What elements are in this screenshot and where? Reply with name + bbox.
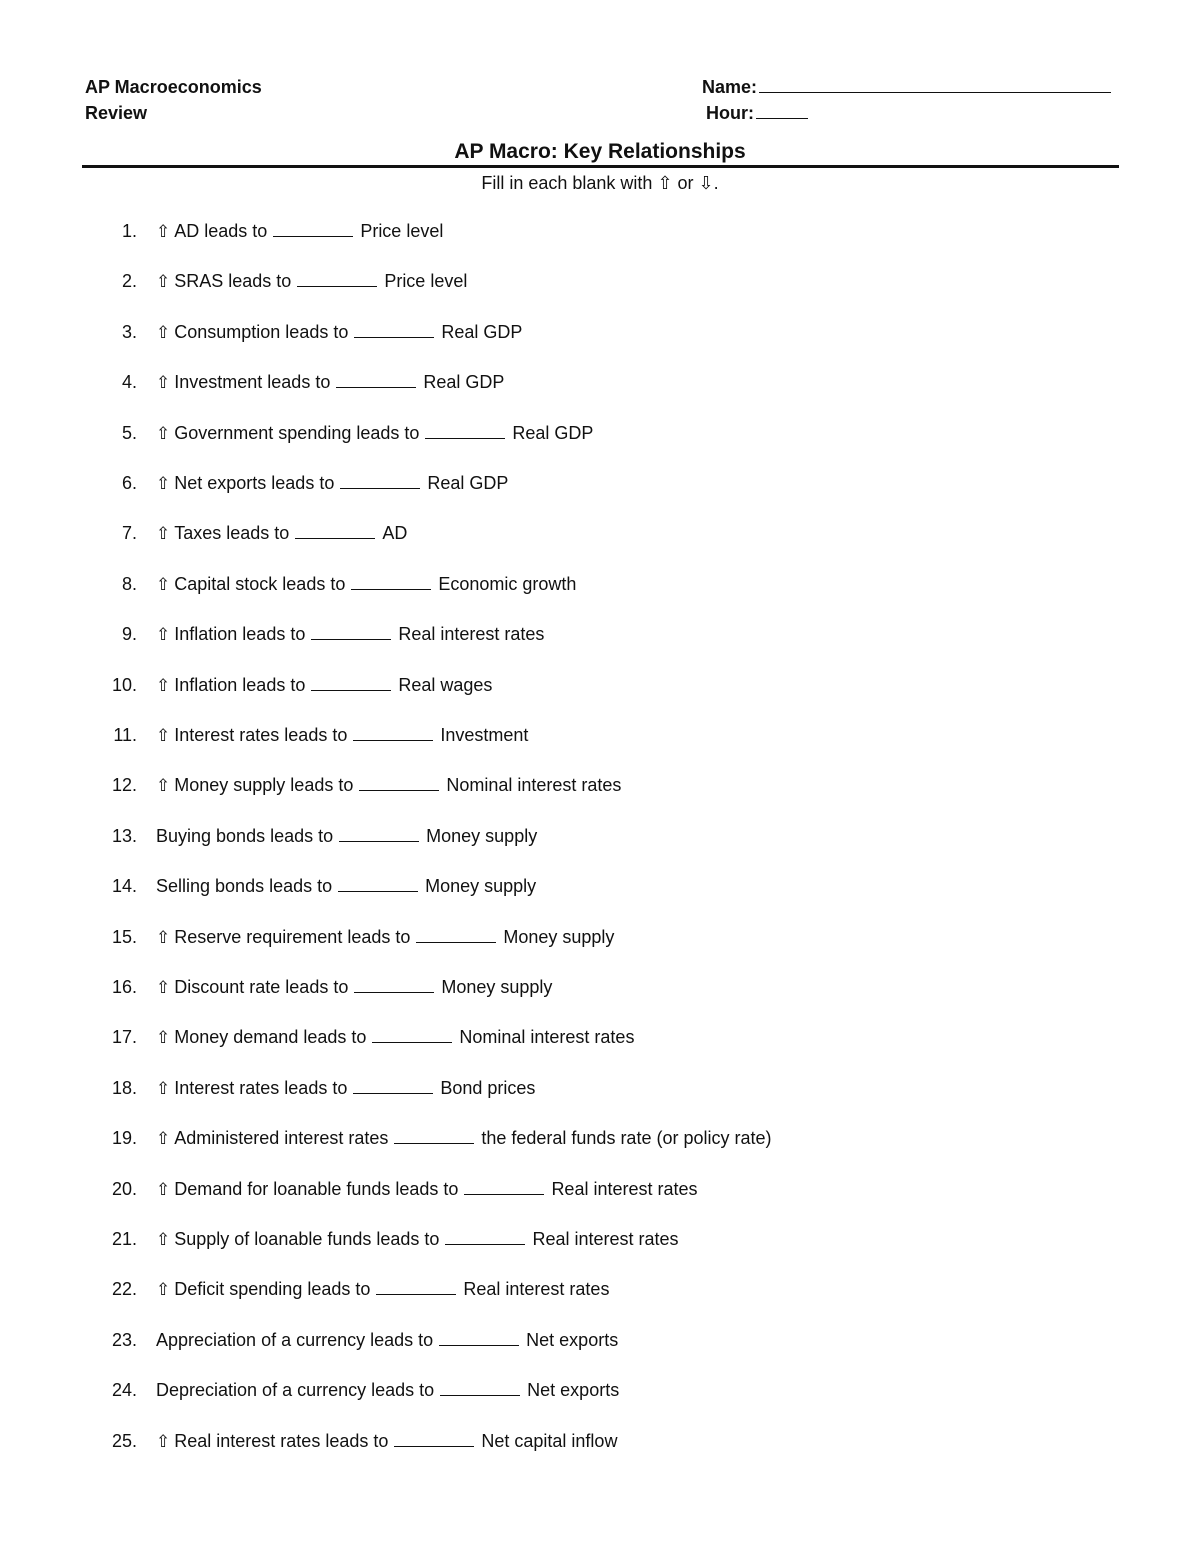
question-prompt: Inflation leads to [174,674,306,695]
question-text [156,1226,679,1253]
question-target: Investment [440,725,529,745]
question-number: 3. [121,321,137,342]
question-number: 4. [121,372,137,393]
question-target: Bond prices [440,1077,536,1098]
answer-blank[interactable] [311,672,391,691]
question-target: Real GDP [427,473,509,493]
unit-label: Review [85,103,148,123]
question-text [156,1377,619,1403]
answer-blank[interactable] [273,218,353,237]
question-target: Real interest rates [532,1229,679,1249]
up-arrow-icon: ⇧ [156,1078,171,1099]
question-text [156,1125,772,1152]
answer-blank[interactable] [440,1377,520,1396]
answer-blank[interactable] [464,1176,544,1195]
question-number: 6. [121,473,137,493]
question-prompt: Government spending leads to [174,422,420,443]
question-target: the federal funds rate (or policy rate) [481,1128,772,1149]
question-target: Real interest rates [463,1279,610,1300]
question-text [156,520,407,547]
hour-label: Hour: [706,103,754,123]
question-target: Economic growth [438,573,577,594]
question-prompt: Capital stock leads to [174,573,346,594]
answer-blank[interactable] [354,974,434,993]
question-number: 15. [111,926,137,947]
up-arrow-icon: ⇧ [156,978,171,998]
question-target: Nominal interest rates [446,775,622,796]
question-number: 2. [121,271,137,292]
header-left [85,74,262,126]
answer-blank[interactable] [376,1276,456,1295]
up-arrow-icon: ⇧ [156,322,171,343]
up-arrow-icon: ⇧ [156,423,171,444]
name-row [702,74,1111,100]
up-arrow-icon: ⇧ [156,524,171,545]
question-prompt: Consumption leads to [174,321,349,342]
question-target: Nominal interest rates [459,1027,635,1048]
up-arrow-icon: ⇧ [156,1431,171,1452]
question-target: Price level [360,221,444,241]
question-prompt: AD leads to [174,221,268,241]
question-prompt: Real interest rates leads to [174,1430,389,1451]
question-target: Money supply [503,926,615,947]
up-arrow-icon: ⇧ [156,726,171,746]
answer-blank[interactable] [425,420,505,439]
question-number: 18. [111,1077,137,1098]
up-arrow-icon: ⇧ [156,1028,171,1049]
question-text [156,722,528,749]
question-target: Real GDP [512,422,594,443]
question-text [156,1024,634,1051]
question-number: 14. [111,876,137,897]
question-prompt: Inflation leads to [174,624,306,645]
question-text [156,268,467,295]
question-target: Real GDP [423,372,505,393]
up-arrow-icon: ⇧ [156,1280,171,1301]
answer-blank[interactable] [439,1327,519,1346]
question-number: 16. [111,977,137,997]
question-target: Real interest rates [398,624,545,645]
question-target: Real GDP [441,321,523,342]
question-prompt: Money supply leads to [174,775,354,796]
question-number: 23. [111,1329,137,1350]
up-arrow-icon: ⇧ [156,625,171,646]
up-arrow-icon: ⇧ [156,1179,171,1200]
answer-blank[interactable] [394,1428,474,1447]
question-target: Real interest rates [551,1178,698,1199]
up-arrow-icon: ⇧ [156,1129,171,1150]
question-number: 8. [121,573,137,594]
question-prompt: Interest rates leads to [174,725,348,745]
question-target: Net exports [526,1329,619,1350]
question-number: 19. [111,1128,137,1149]
question-text [156,672,492,699]
up-arrow-icon: ⇧ [156,1230,171,1250]
question-text [156,823,537,849]
page-title: AP Macro: Key Relationships [454,140,746,163]
up-arrow-icon: ⇧ [156,373,171,394]
answer-blank[interactable] [353,1075,433,1094]
hour-field[interactable] [756,101,808,119]
up-arrow-icon: ⇧ [156,927,171,948]
question-text [156,873,536,899]
question-text [156,1276,609,1303]
hour-row [702,100,1111,126]
question-text [156,470,508,497]
answer-blank[interactable] [354,319,434,338]
answer-blank[interactable] [297,268,377,287]
question-prompt: Appreciation of a currency leads to [156,1329,434,1350]
question-prompt: Investment leads to [174,372,331,393]
question-prompt: Money demand leads to [174,1027,367,1048]
question-target: Price level [384,271,468,292]
question-number: 5. [121,422,137,443]
question-target: Money supply [425,876,537,897]
question-text [156,1075,535,1102]
question-number: 21. [111,1229,137,1249]
answer-blank[interactable] [295,520,375,539]
question-prompt: SRAS leads to [174,271,292,292]
up-arrow-icon: ⇧ [156,776,171,797]
up-arrow-icon: ⇧ [156,222,171,242]
question-prompt: Discount rate leads to [174,977,349,997]
question-target: Money supply [441,977,553,997]
answer-blank[interactable] [340,470,420,489]
title-divider [82,165,1119,168]
up-arrow-icon: ⇧ [156,574,171,595]
question-text [156,1176,698,1203]
question-text [156,369,504,396]
question-prompt: Net exports leads to [174,473,335,493]
question-text [156,1428,617,1455]
question-prompt: Reserve requirement leads to [174,926,411,947]
up-arrow-icon: ⇧ [156,474,171,494]
name-field[interactable] [759,75,1111,93]
answer-blank[interactable] [372,1024,452,1043]
question-target: Net capital inflow [481,1430,618,1451]
question-target: Money supply [426,825,538,846]
question-target: AD [382,523,408,544]
question-text [156,571,576,598]
question-number: 20. [111,1178,137,1199]
question-number: 9. [121,624,137,645]
question-text [156,319,522,346]
question-number: 7. [121,523,137,544]
question-number: 17. [111,1027,137,1048]
question-number: 12. [111,775,137,796]
question-text [156,218,443,245]
question-text [156,924,614,951]
answer-blank[interactable] [359,772,439,791]
question-prompt: Deficit spending leads to [174,1279,371,1300]
question-prompt: Buying bonds leads to [156,825,334,846]
answer-blank[interactable] [338,873,418,892]
question-number: 25. [111,1430,137,1451]
question-target: Real wages [398,674,493,695]
answer-blank[interactable] [311,621,391,640]
question-number: 1. [121,221,137,241]
answer-blank[interactable] [445,1226,525,1245]
question-text [156,621,544,648]
question-text [156,1327,618,1353]
instructions: Fill in each blank with ⇧ or ⇩. [481,173,719,193]
question-prompt: Supply of loanable funds leads to [174,1229,440,1249]
question-number: 22. [111,1279,137,1300]
answer-blank[interactable] [394,1125,474,1144]
question-prompt: Depreciation of a currency leads to [156,1380,435,1401]
question-prompt: Selling bonds leads to [156,876,333,897]
question-number: 24. [111,1380,137,1401]
question-prompt: Taxes leads to [174,523,290,544]
answer-blank[interactable] [353,722,433,741]
answer-blank[interactable] [339,823,419,842]
question-number: 10. [111,674,137,695]
up-arrow-icon: ⇧ [156,675,171,696]
up-arrow-icon: ⇧ [156,272,171,293]
question-number: 11. [113,725,137,745]
question-target: Net exports [527,1380,620,1401]
answer-blank[interactable] [351,571,431,590]
question-text [156,772,621,799]
header-right [702,74,1111,126]
question-text [156,420,593,447]
question-text [156,974,552,1001]
course-name: AP Macroeconomics [85,77,262,97]
answer-blank[interactable] [336,369,416,388]
question-prompt: Demand for loanable funds leads to [174,1178,459,1199]
answer-blank[interactable] [416,924,496,943]
question-prompt: Administered interest rates [174,1128,389,1149]
question-prompt: Interest rates leads to [174,1077,348,1098]
name-label: Name: [702,77,758,97]
question-number: 13. [111,825,137,846]
